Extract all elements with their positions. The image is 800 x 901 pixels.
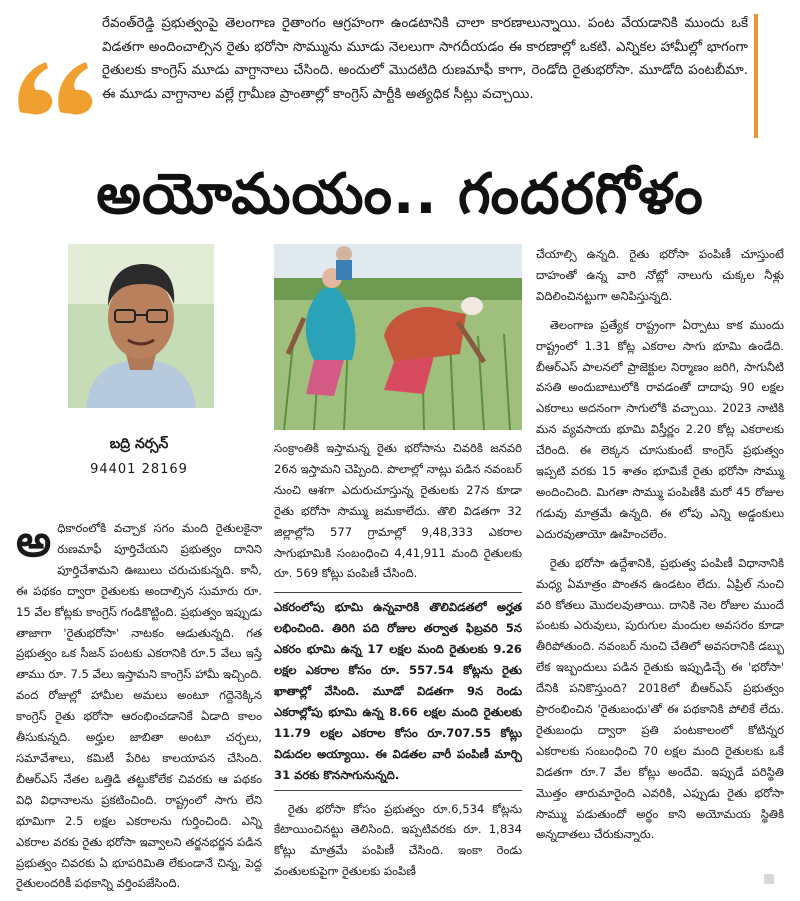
end-of-article-marker — [764, 874, 774, 884]
farm-workers-photo — [274, 244, 522, 430]
author-phone: 94401 28169 — [90, 462, 188, 477]
article-column-2 — [274, 438, 522, 890]
article-column-1 — [16, 518, 262, 901]
drop-cap: అ — [16, 516, 52, 567]
highlighted-paragraph: ఎకరంలోపు భూమి ఉన్నవారికి తొలివిడతలో అర్హత లభించింది. తిరిగి పది రోజుల తర్వాత ఫిబ్రవరి 5న ఎకరం భూమి ఉన్న 17 లక్షల మంది రైతులకు 9.26 లక్షల ఎకరాల కోసం రూ. 557.54 కోట్లను రైతు ఖాతాల్లో వేసింది. మూడో విడతగా 9న రెండు ఎకరాల్లోపు భూమి ఉన్న 8.66 లక్షల మంది రైతులకు 11.79 లక్షల ఎకరాల కోసం రూ.707.55 కోట్లు విడుదల అయ్యాయి. ఈ విడతల వారీ పంపిణీ మార్చి 31 వరకు కొనసాగునున్నది. — [274, 592, 522, 790]
quote-mark-icon — [16, 56, 96, 116]
quote-divider — [754, 14, 758, 138]
paragraph: ధికారంలోకి వచ్చాక సగం మంది రైతులకైనా రుణమాఫీ పూర్తిచేయని ప్రభుత్వం దానిని పూర్తిచేశామని ఊబులు చరుచుకున్నది. కానీ, ఈ పథకం ద్వారా రైతులకు అందాల్సిన సుమారు రూ. 15 వేల కోట్లకు కాంగ్రెస్ గండికొట్టింది. ప్రభుత్వం ఇప్పుడు తాజాగా 'రైతుభరోసా' నాటకం ఆడుతున్నది. గత ప్రభుత్వం ఒక సీజన్ పంటకు ఎకరానికి రూ.5 వేలు ఇస్తే తాము రూ. 7.5 వేలు ఇస్తామని కాంగ్రెస్ హామీ ఇచ్చింది. వంద రోజుల్లో హామీల అమలు అంటూ గద్దెనెక్కిన కాంగ్రెస్ రైతు భరోసా ఆరంభించడానికే ఏడాది కాలం తీసుకున్నది. అర్హుల జాబితా అంటూ చర్చలు, సమావేశాలు, కమిటీ పేరిట కాలయాపన చేసింది. బీఆర్‌ఎస్ నేతల ఒత్తిడి తట్టుకోలేక చివరకు ఆ పథకం విధి విధానాలను ప్రకటించింది. రాష్ట్రంలో సాగు లేని భూమిగా 2.5 లక్షల ఎకరాలను గుర్తించింది. ఎన్ని ఎకరాల వరకు రైతు భరోసా ఇవ్వాలని తర్జనభర్జన పడిన ప్రభుత్వం చివరకు ఏ భూపరిమితి లేకుండానే చిన్న, పెద్ద రైతులందరికీ పథకాన్ని వర్తింపజేసింది. — [16, 521, 262, 891]
paragraph: రైతు భరోసా ఉద్దేశానికి, ప్రభుత్వ పంపిణీ విధానానికి మధ్య ఏమాత్రం పొంతన ఉండటం లేదు. ఏప్రిల్ నుంచి వరి కోతలు మొదలవుతాయి. దానికి నెల రోజుల ముందే పంటకు ఎరువులు, పురుగుల మందుల అవసరం కూడా తీరిపోతుంది. నవంబర్ నుంచి చేతిలో అవసరానికి డబ్బు లేక ఇబ్బందులు పడిన రైతుకు ఇప్పుడిచ్చే ఈ 'భరోసా' దేనికి పనికొస్తుంది? 2018లో బీఆర్‌ఎస్ ప్రభుత్వం ప్రారంభించిన 'రైతుబంధు'తో ఈ పథకానికి పోలికే లేదు. రైతుబంధు ద్వారా ప్రతి పంటకాలంలో కోటిన్నర ఎకరాలకు సంబంధించి 70 లక్షల మంది రైతులకు ఒకే విడతగా రూ.7 వేల కోట్లు అందేవి. ఇప్పుడే పరిస్థితి మొత్తం తారుమారైంది ఎవరికి, ఎప్పుడు రైతు భరోసా సొమ్ము పడుతుందో అర్థం కాని అయోమయ స్థితికి అన్నదాతలు చేరుకున్నారు. — [536, 555, 784, 842]
paragraph: తెలంగాణ ప్రత్యేక రాష్ట్రంగా ఏర్పాటు కాక ముందు రాష్ట్రంలో 1.31 కోట్ల ఎకరాల సాగు భూమి ఉండేది. బీఆర్‌ఎస్ పాలనలో ప్రాజెక్టుల నిర్మాణం జరిగి, సాగునీటి వసతి అందుబాటులోకి రావడంతో దాదాపు 90 లక్షల ఎకరాలు అదనంగా సాగులోకి వచ్చాయి. 2023 నాటికి మన వ్యవసాయ భూమి విస్తీర్ణం 2.20 కోట్ల ఎకరాలకు చేరింది. ఈ లెక్కన చూసుకుంటే కాంగ్రెస్ ప్రభుత్వం ఇప్పటి వరకు 15 శాతం భూమికే రైతు భరోసా సొమ్ము అందించింది. మిగతా సొమ్ము పంపిణీకి మరో 45 రోజుల గడువు మాత్రమే ఉన్నది. ఈ లోపు ఎన్ని అడ్డంకులు ఎదురవుతాయో ఊహించలేం. — [536, 317, 784, 541]
author-photo — [68, 244, 214, 408]
paragraph: సంక్రాంతికి ఇస్తామన్న రైతు భరోసాను చివరికి జనవరి 26న ఇస్తామని చెప్పింది. పొలాల్లో నాట్లు పడిన నవంబర్ నుంచి ఆశగా ఎదురుచూస్తున్న రైతులకు 27న కూడా రైతు భరోసా సొమ్ము జమకాలేదు. తొలి విడతగా 32 జిల్లాల్లోని 577 గ్రామాల్లో 9,48,333 ఎకరాల సాగుభూమికి సంబంధించి 4,41,911 మంది రైతులకు రూ. 569 కోట్లు పంపిణీ చేసింది. — [274, 441, 522, 581]
quote-text: రేవంత్‌రెడ్డి ప్రభుత్వంపై తెలంగాణ రైతాంగం ఆగ్రహంగా ఉండటానికి చాలా కారణాలున్నాయి. పంట వేయడానికి ముందు ఒకే విడతగా అందించాల్సిన రైతు భరోసా సొమ్మును మూడు నెలలుగా సాగదీయడం ఈ కారణాల్లో ఒకటి. ఎన్నికల హామీల్లో భాగంగా రైతులకు కాంగ్రెస్ మూడు వాగ్దానాలు చేసింది. అందులో మొదటిది రుణమాఫీ కాగా, రెండోది రైతుభరోసా. మూడోది పంటబీమా. ఈ మూడు వాగ్దానాల వల్లే గ్రామీణ ప్రాంతాల్లో కాంగ్రెస్ పార్టీకి అత్యధిక సీట్లు వచ్చాయి. — [102, 16, 748, 102]
author-name: బద్రి నర్సన్ — [109, 436, 169, 452]
paragraph: రైతు భరోసా కోసం ప్రభుత్వం రూ.6,534 కోట్లను కేటాయించినట్టు తెలిసింది. ఇప్పటివరకు రూ. 1,834 కోట్లు మాత్రమే పంపిణీ చేసింది. ఇంకా రెండు వంతులకుపైగా రైతులకు పంపిణీ — [274, 801, 522, 879]
article-column-3 — [536, 244, 784, 853]
pull-quote — [10, 8, 780, 138]
headline: అయోమయం.. గందరగోళం — [96, 162, 704, 227]
paragraph: చేయాల్సి ఉన్నది. రైతు భరోసా పంపిణీ చూస్తుంటే దాహంతో ఉన్న వారి నోట్లో నాలుగు చుక్కల నీళ్లు విదిలించినట్టుగా అనిపిస్తున్నది. — [536, 247, 784, 303]
